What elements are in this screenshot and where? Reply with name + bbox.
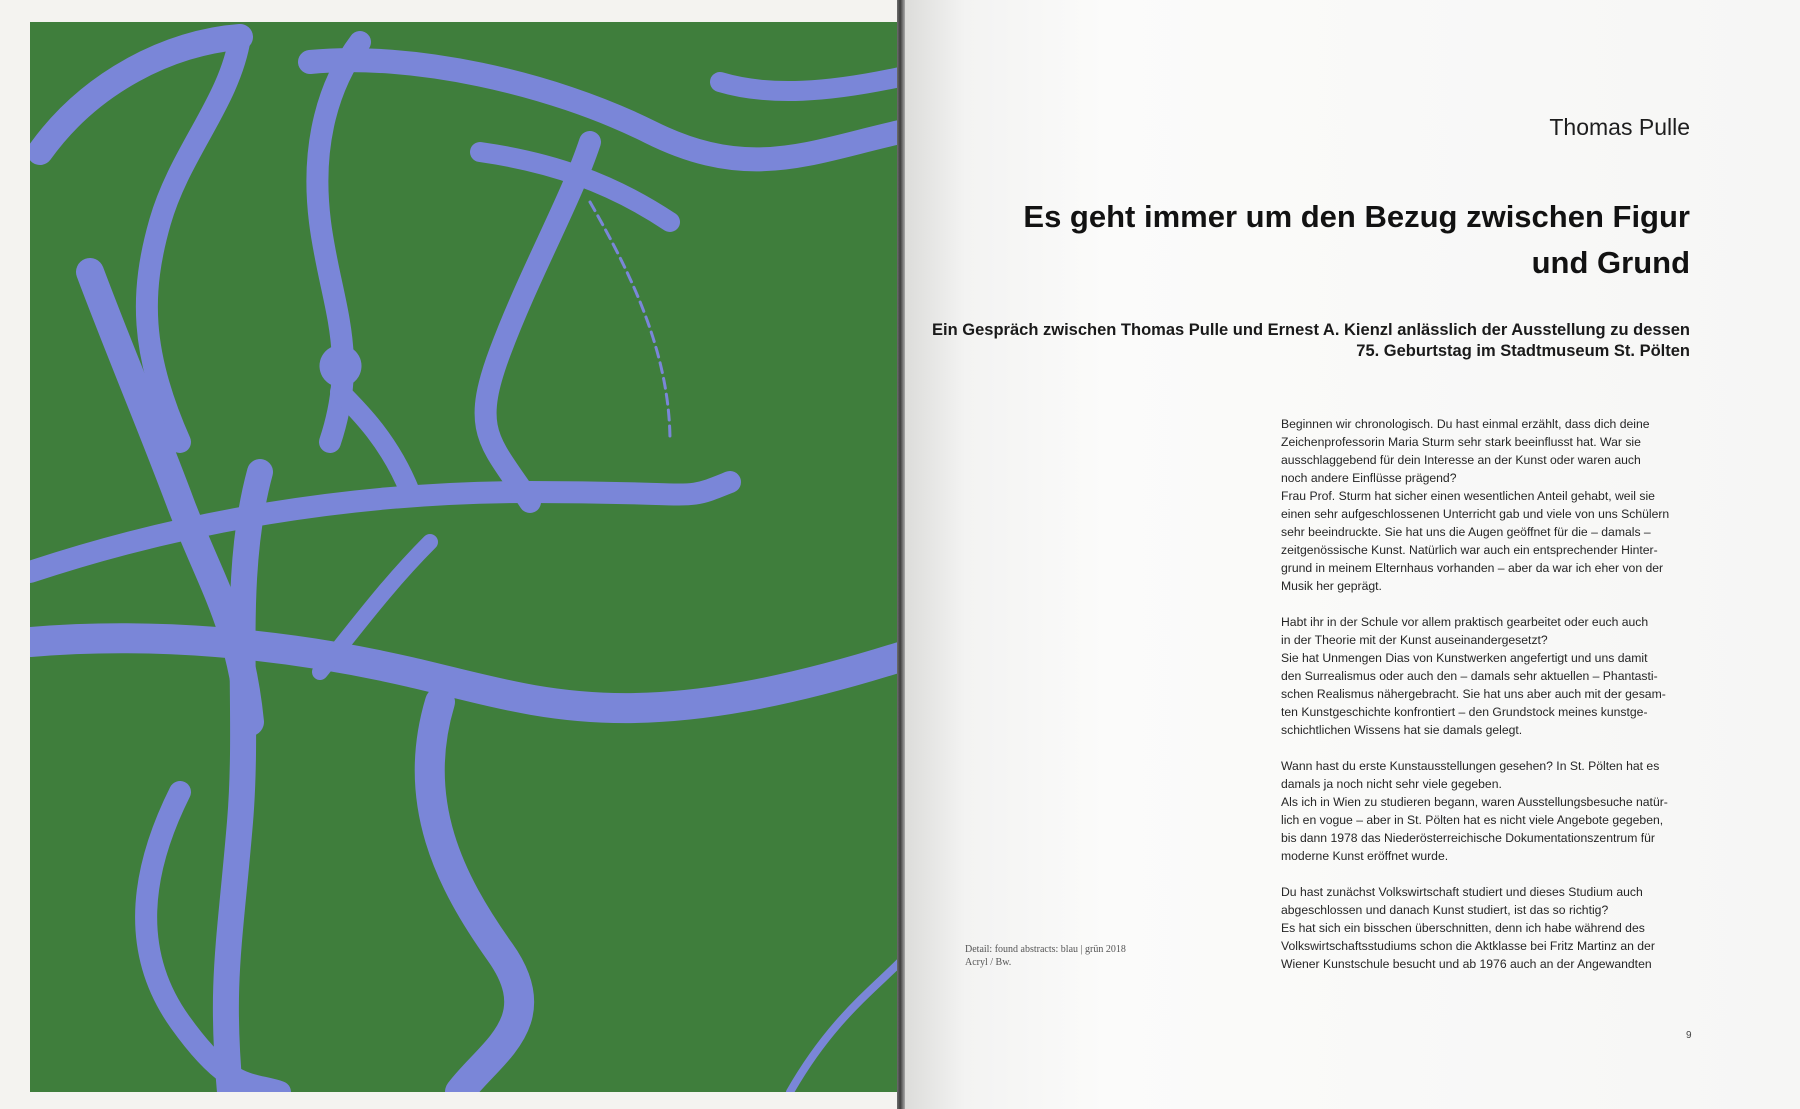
- text-line: abgeschlossen und danach Kunst studiert, ist das so richtig?: [1281, 903, 1609, 917]
- interview-paragraph: [1281, 757, 1691, 865]
- text-line: lich en vogue – aber in St. Pölten hat es nicht viele Angebote gegeben,: [1281, 813, 1664, 827]
- text-line: Musik her geprägt.: [1281, 579, 1382, 593]
- text-line: Wann hast du erste Kunstausstellungen gesehen? In St. Pölten hat es: [1281, 759, 1660, 773]
- paint-stroke: [147, 37, 240, 442]
- artwork-caption: [965, 943, 1126, 969]
- paint-stroke: [30, 482, 730, 572]
- paint-stroke: [30, 638, 900, 708]
- text-line: einen sehr aufgeschlossenen Unterricht gab und viele von uns Schülern: [1281, 507, 1670, 521]
- paint-stroke: [226, 472, 260, 1092]
- text-line: noch andere Einflüsse prägend?: [1281, 471, 1457, 485]
- paint-stroke: [340, 392, 410, 492]
- article-author: Thomas Pulle: [1549, 114, 1690, 140]
- text-line: Es hat sich ein bisschen überschnitten, denn ich habe während des: [1281, 921, 1645, 935]
- text-line: in der Theorie mit der Kunst auseinandergesetzt?: [1281, 633, 1548, 647]
- paint-stroke: [486, 142, 590, 502]
- text-line: den Surrealismus oder auch den – damals sehr aktuellen – Phantasti-: [1281, 669, 1658, 683]
- text-line: Du hast zunächst Volkswirtschaft studiert und dieses Studium auch: [1281, 885, 1643, 899]
- interview-body: [1281, 415, 1691, 973]
- paint-stroke: [720, 77, 900, 91]
- text-line: Wiener Kunstschule besucht und ab 1976 auch an der Angewandten: [1281, 957, 1652, 971]
- artwork-image: [30, 22, 900, 1092]
- paint-stroke: [430, 702, 520, 1092]
- caption-medium: Acryl / Bw.: [965, 957, 1012, 968]
- text-line: schichtlichen Wissens hat sie damals gelegt.: [1281, 723, 1523, 737]
- article-title: Es geht immer um den Bezug zwischen Figur und Grund: [1023, 199, 1690, 280]
- page-number: 9: [1686, 1030, 1692, 1041]
- paint-stroke: [146, 792, 280, 1092]
- text-line: Beginnen wir chronologisch. Du hast einmal erzählt, dass dich deine: [1281, 417, 1650, 431]
- text-line: ten Kunstgeschichte konfrontiert – den Grundstock meines kunstge-: [1281, 705, 1648, 719]
- caption-title: Detail: found abstracts: blau | grün 2018: [965, 944, 1126, 955]
- interview-paragraph: [1281, 613, 1691, 739]
- book-gutter: [897, 0, 905, 1109]
- text-line: damals ja noch nicht sehr viele gegeben.: [1281, 777, 1502, 791]
- text-line: Frau Prof. Sturm hat sicher einen wesentlichen Anteil gehabt, weil sie: [1281, 489, 1655, 503]
- text-line: sehr beeindruckte. Sie hat uns die Augen geöffnet für die – damals –: [1281, 525, 1651, 539]
- interview-paragraph: [1281, 883, 1691, 973]
- text-line: Als ich in Wien zu studieren begann, waren Ausstellungsbesuche natür-: [1281, 795, 1668, 809]
- text-line: Sie hat Unmengen Dias von Kunstwerken angefertigt und uns damit: [1281, 651, 1648, 665]
- text-line: Habt ihr in der Schule vor allem praktisch gearbeitet oder euch auch: [1281, 615, 1649, 629]
- right-page: [905, 0, 1800, 1109]
- abstract-painting: [30, 22, 900, 1092]
- text-line: moderne Kunst eröffnet wurde.: [1281, 849, 1449, 863]
- interview-paragraph: [1281, 415, 1691, 595]
- text-line: Zeichenprofessorin Maria Sturm sehr stark beeinflusst hat. War sie: [1281, 435, 1641, 449]
- paint-stroke: [310, 60, 900, 159]
- text-line: schen Realismus nähergebracht. Sie hat uns aber auch mit der gesam-: [1281, 687, 1666, 701]
- text-line: bis dann 1978 das Niederösterreichische Dokumentationszentrum für: [1281, 831, 1655, 845]
- paint-stroke: [790, 962, 900, 1092]
- text-line: Volkswirtschaftsstudiums schon die Aktklasse bei Fritz Martinz an der: [1281, 939, 1655, 953]
- article-subtitle: Ein Gespräch zwischen Thomas Pulle und Ernest A. Kienzl anlässlich der Ausstellung zu dessen 75. Geburtstag im Stadtmuseum St. Pölten: [932, 321, 1690, 360]
- text-line: ausschlaggebend für dein Interesse an der Kunst oder waren auch: [1281, 453, 1641, 467]
- text-line: zeitgenössische Kunst. Natürlich war auch ein entsprechender Hinter-: [1281, 543, 1658, 557]
- paint-stroke: [590, 202, 670, 442]
- text-line: grund in meinem Elternhaus vorhanden – aber da war ich eher von der: [1281, 561, 1664, 575]
